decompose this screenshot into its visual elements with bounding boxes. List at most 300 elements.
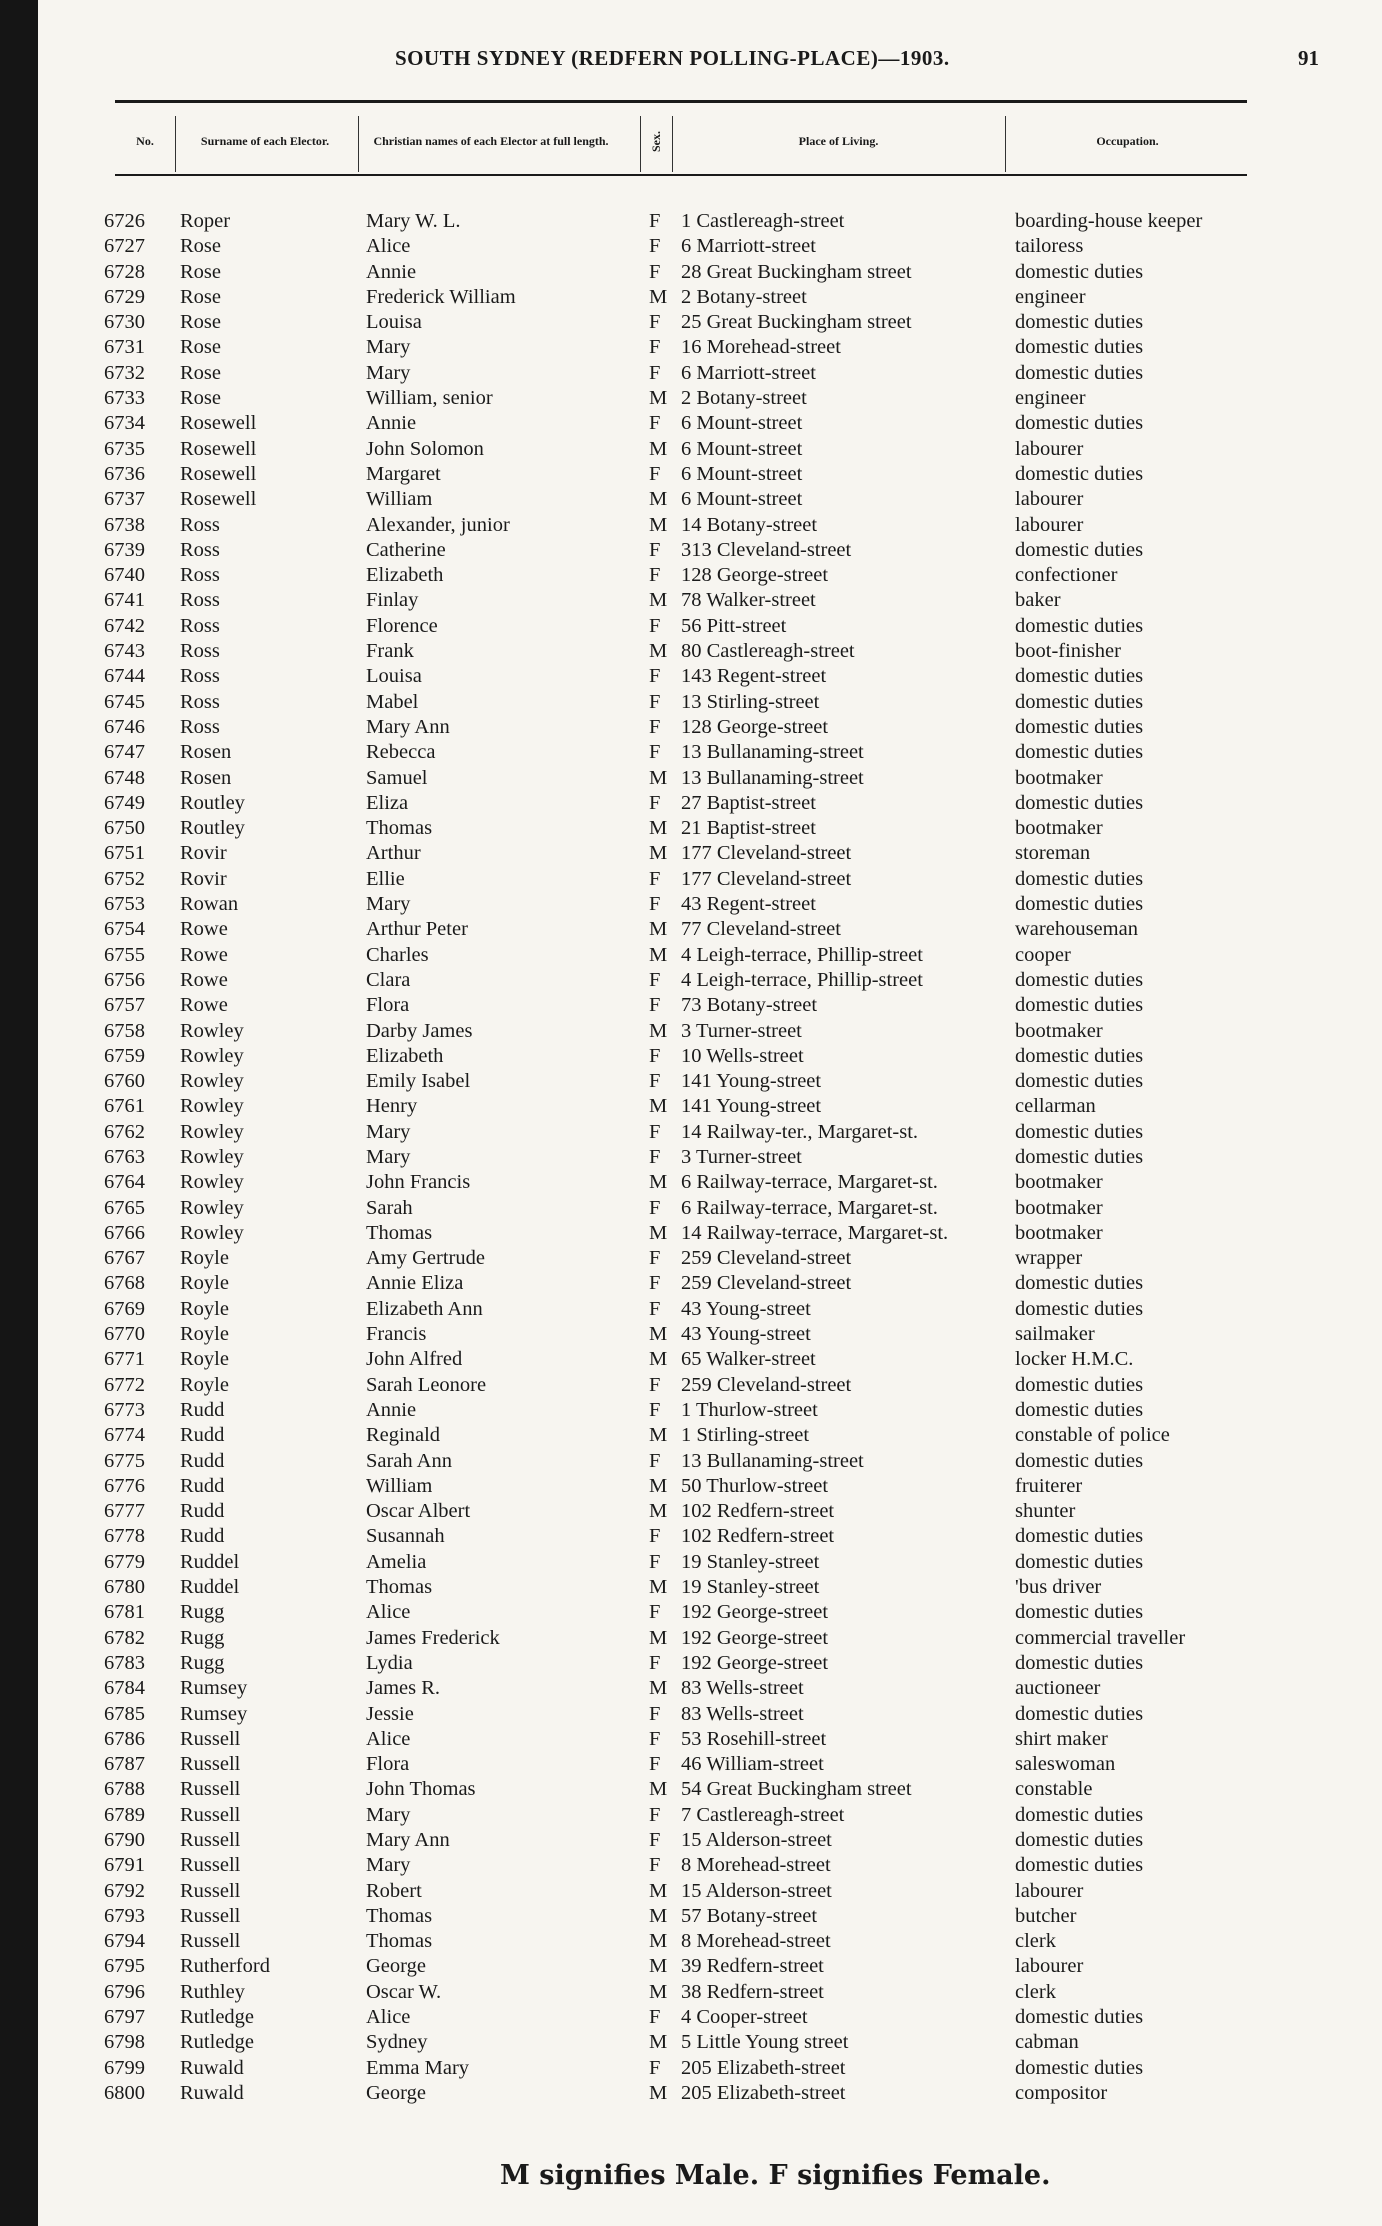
elector-number: 6753	[104, 893, 145, 916]
elector-christian-names: Flora	[366, 1753, 410, 1776]
elector-christian-names: Reginald	[366, 1424, 441, 1447]
elector-sex: F	[649, 1727, 661, 1750]
elector-place-of-living: 4 Leigh-terrace, Phillip-street	[681, 943, 923, 966]
elector-sex: M	[649, 1955, 668, 1978]
elector-place-of-living: 14 Botany-street	[681, 513, 818, 536]
elector-christian-names: Mary	[366, 1120, 411, 1143]
elector-surname: Russell	[180, 1829, 241, 1851]
elector-sex: M	[649, 1348, 668, 1371]
elector-place-of-living: 46 William-street	[681, 1753, 824, 1776]
elector-place-of-living: 192 George-street	[681, 1626, 829, 1649]
elector-row	[0, 1094, 1382, 1119]
elector-row	[0, 1120, 1382, 1145]
elector-place-of-living: 3 Turner-street	[681, 1145, 802, 1168]
elector-surname: Russell	[180, 1930, 241, 1953]
elector-sex: F	[649, 867, 661, 890]
elector-number: 6765	[104, 1196, 145, 1219]
elector-number: 6798	[104, 2031, 145, 2054]
elector-sex: F	[649, 1550, 661, 1573]
elector-occupation: domestic duties	[1015, 1070, 1144, 1093]
elector-christian-names: Thomas	[366, 1576, 433, 1599]
elector-christian-names: Mary Ann	[366, 715, 450, 738]
elector-row	[0, 1702, 1382, 1727]
elector-sex: F	[649, 1196, 661, 1219]
elector-row	[0, 1069, 1382, 1094]
elector-sex: F	[649, 893, 661, 916]
elector-number: 6736	[104, 462, 145, 485]
elector-place-of-living: 38 Redfern-street	[681, 1980, 824, 2003]
elector-surname: Royle	[180, 1272, 229, 1295]
elector-row	[0, 1474, 1382, 1499]
elector-number: 6728	[104, 260, 145, 283]
elector-occupation: domestic duties	[1015, 1272, 1144, 1295]
elector-place-of-living: 1 Stirling-street	[681, 1424, 810, 1447]
elector-christian-names: Emma Mary	[366, 2056, 470, 2079]
elector-christian-names: Emily Isabel	[366, 1070, 471, 1093]
elector-surname: Russell	[180, 1904, 241, 1927]
elector-row	[0, 1499, 1382, 1524]
elector-sex: F	[649, 1829, 661, 1851]
elector-place-of-living: 6 Marriott-street	[681, 361, 816, 384]
elector-row	[0, 1347, 1382, 1372]
elector-number: 6743	[104, 640, 145, 663]
elector-occupation: domestic duties	[1015, 1120, 1144, 1143]
elector-sex: M	[649, 1500, 668, 1523]
elector-surname: Ross	[180, 564, 220, 587]
elector-sex: M	[649, 918, 668, 941]
elector-place-of-living: 15 Alderson-street	[681, 1879, 832, 1902]
elector-sex: F	[649, 462, 661, 485]
elector-sex: F	[649, 1398, 661, 1421]
elector-number: 6795	[104, 1955, 145, 1978]
elector-christian-names: Arthur	[366, 842, 421, 865]
elector-number: 6727	[104, 235, 145, 258]
elector-occupation: cooper	[1015, 943, 1071, 966]
elector-row	[0, 1929, 1382, 1954]
elector-row	[0, 361, 1382, 386]
elector-surname: Ruthley	[180, 1980, 245, 2003]
elector-surname: Routley	[180, 817, 245, 840]
elector-number: 6746	[104, 715, 145, 738]
elector-christian-names: Lydia	[366, 1651, 413, 1674]
elector-surname: Ross	[180, 690, 220, 713]
elector-place-of-living: 4 Cooper-street	[681, 2006, 808, 2029]
elector-christian-names: William, senior	[366, 387, 493, 410]
elector-surname: Ruwald	[180, 2056, 244, 2079]
elector-surname: Ross	[180, 513, 220, 536]
elector-surname: Royle	[180, 1348, 229, 1371]
elector-place-of-living: 128 George-street	[681, 715, 829, 738]
elector-number: 6778	[104, 1525, 145, 1548]
elector-christian-names: John Thomas	[366, 1778, 476, 1801]
elector-sex: M	[649, 1019, 668, 1042]
elector-occupation: storeman	[1015, 842, 1091, 865]
elector-number: 6726	[104, 210, 145, 232]
elector-number: 6777	[104, 1500, 145, 1523]
elector-occupation: labourer	[1015, 488, 1084, 511]
elector-christian-names: William	[366, 1474, 433, 1497]
elector-row	[0, 462, 1382, 487]
elector-number: 6758	[104, 1019, 145, 1042]
elector-row	[0, 917, 1382, 942]
elector-number: 6731	[104, 336, 145, 359]
footer-legend: M signifies Male. F signifies Female.	[500, 2160, 1051, 2191]
elector-christian-names: Mabel	[366, 690, 419, 713]
elector-row	[0, 1019, 1382, 1044]
elector-surname: Rose	[180, 235, 221, 258]
elector-christian-names: Robert	[366, 1879, 422, 1902]
elector-occupation: bootmaker	[1015, 1196, 1103, 1219]
elector-christian-names: Alice	[366, 235, 411, 258]
elector-row	[0, 2081, 1382, 2106]
elector-row	[0, 1221, 1382, 1246]
elector-sex: F	[649, 994, 661, 1017]
elector-number: 6749	[104, 791, 145, 814]
elector-surname: Russell	[180, 1854, 241, 1877]
elector-christian-names: William	[366, 488, 433, 511]
elector-sex: M	[649, 2081, 668, 2104]
elector-number: 6787	[104, 1753, 145, 1776]
elector-sex: F	[649, 1297, 661, 1320]
elector-place-of-living: 205 Elizabeth-street	[681, 2081, 846, 2104]
elector-occupation: domestic duties	[1015, 867, 1144, 890]
elector-place-of-living: 13 Bullanaming-street	[681, 1449, 864, 1472]
elector-number: 6739	[104, 538, 145, 561]
elector-place-of-living: 205 Elizabeth-street	[681, 2056, 846, 2079]
elector-occupation: domestic duties	[1015, 2006, 1144, 2029]
elector-place-of-living: 6 Mount-street	[681, 412, 803, 435]
elector-surname: Rosen	[180, 741, 232, 764]
elector-row	[0, 740, 1382, 765]
elector-list	[0, 209, 1382, 2106]
elector-surname: Ruddel	[180, 1576, 240, 1599]
elector-occupation: domestic duties	[1015, 665, 1144, 688]
elector-number: 6800	[104, 2081, 145, 2104]
elector-number: 6793	[104, 1904, 145, 1927]
elector-sex: M	[649, 1095, 668, 1118]
elector-row	[0, 1044, 1382, 1069]
elector-sex: F	[649, 690, 661, 713]
elector-row	[0, 1651, 1382, 1676]
elector-sex: M	[649, 1778, 668, 1801]
elector-row	[0, 943, 1382, 968]
elector-christian-names: James R.	[366, 1677, 441, 1700]
elector-occupation: constable	[1015, 1778, 1093, 1801]
elector-sex: M	[649, 1171, 668, 1194]
elector-sex: F	[649, 1854, 661, 1877]
elector-place-of-living: 73 Botany-street	[681, 994, 818, 1017]
elector-occupation: domestic duties	[1015, 1651, 1144, 1674]
elector-surname: Rudd	[180, 1500, 225, 1523]
elector-occupation: domestic duties	[1015, 361, 1144, 384]
column-header-christian-names: Christian names of each Elector at full length.	[373, 133, 609, 148]
elector-occupation: wrapper	[1015, 1247, 1083, 1270]
elector-christian-names: Flora	[366, 994, 410, 1017]
elector-place-of-living: 6 Mount-street	[681, 488, 803, 511]
elector-occupation: domestic duties	[1015, 2056, 1144, 2079]
elector-surname: Rose	[180, 311, 221, 334]
elector-surname: Rudd	[180, 1525, 225, 1548]
elector-number: 6763	[104, 1145, 145, 1168]
elector-row	[0, 487, 1382, 512]
elector-christian-names: Charles	[366, 943, 429, 966]
elector-place-of-living: 53 Rosehill-street	[681, 1727, 827, 1750]
elector-number: 6774	[104, 1424, 145, 1447]
elector-number: 6773	[104, 1398, 145, 1421]
elector-christian-names: Mary	[366, 1854, 411, 1877]
elector-place-of-living: 6 Railway-terrace, Margaret-st.	[681, 1196, 938, 1219]
elector-sex: F	[649, 1272, 661, 1295]
elector-row	[0, 1423, 1382, 1448]
elector-christian-names: John Francis	[366, 1171, 471, 1194]
elector-occupation: auctioneer	[1015, 1677, 1101, 1700]
elector-place-of-living: 1 Castlereagh-street	[681, 210, 845, 232]
column-header-sex	[642, 110, 670, 172]
elector-surname: Russell	[180, 1727, 241, 1750]
elector-occupation: baker	[1015, 589, 1061, 612]
elector-sex: M	[649, 2031, 668, 2054]
elector-christian-names: Rebecca	[366, 741, 436, 764]
elector-place-of-living: 4 Leigh-terrace, Phillip-street	[681, 968, 923, 991]
elector-occupation: domestic duties	[1015, 614, 1144, 637]
elector-sex: F	[649, 538, 661, 561]
elector-sex: F	[649, 235, 661, 258]
elector-christian-names: Jessie	[366, 1702, 414, 1725]
elector-number: 6782	[104, 1626, 145, 1649]
elector-row	[0, 1145, 1382, 1170]
elector-christian-names: Thomas	[366, 1930, 433, 1953]
elector-number: 6733	[104, 387, 145, 410]
elector-surname: Rowley	[180, 1019, 244, 1042]
elector-place-of-living: 14 Railway-terrace, Margaret-st.	[681, 1221, 949, 1244]
elector-surname: Rowe	[180, 918, 228, 941]
elector-number: 6767	[104, 1247, 145, 1270]
elector-place-of-living: 1 Thurlow-street	[681, 1398, 818, 1421]
elector-christian-names: Ellie	[366, 867, 405, 890]
elector-sex: M	[649, 513, 668, 536]
elector-surname: Rowley	[180, 1070, 244, 1093]
elector-occupation: engineer	[1015, 387, 1086, 410]
elector-surname: Rudd	[180, 1424, 225, 1447]
elector-occupation: domestic duties	[1015, 538, 1144, 561]
elector-place-of-living: 3 Turner-street	[681, 1019, 802, 1042]
elector-christian-names: Thomas	[366, 1221, 433, 1244]
elector-occupation: domestic duties	[1015, 1373, 1144, 1396]
elector-row	[0, 513, 1382, 538]
elector-christian-names: James Frederick	[366, 1626, 500, 1649]
elector-occupation: domestic duties	[1015, 994, 1144, 1017]
elector-christian-names: Amy Gertrude	[366, 1247, 485, 1270]
elector-occupation: fruiterer	[1015, 1474, 1083, 1497]
elector-christian-names: Florence	[366, 614, 438, 637]
elector-sex: F	[649, 260, 661, 283]
elector-number: 6757	[104, 994, 145, 1017]
elector-sex: M	[649, 1879, 668, 1902]
elector-row	[0, 1246, 1382, 1271]
elector-row	[0, 1449, 1382, 1474]
elector-christian-names: George	[366, 1955, 426, 1978]
elector-occupation: domestic duties	[1015, 1297, 1144, 1320]
elector-surname: Russell	[180, 1803, 241, 1826]
elector-number: 6785	[104, 1702, 145, 1725]
elector-place-of-living: 141 Young-street	[681, 1095, 822, 1118]
elector-number: 6760	[104, 1070, 145, 1093]
elector-number: 6788	[104, 1778, 145, 1801]
elector-number: 6796	[104, 1980, 145, 2003]
elector-surname: Rowley	[180, 1171, 244, 1194]
page-title: SOUTH SYDNEY (REDFERN POLLING-PLACE)—1903.	[395, 46, 950, 70]
elector-row	[0, 310, 1382, 335]
elector-number: 6752	[104, 867, 145, 890]
elector-occupation: locker H.M.C.	[1015, 1348, 1134, 1371]
column-header-surname: Surname of each Elector.	[200, 133, 330, 148]
elector-christian-names: Darby James	[366, 1019, 473, 1042]
elector-christian-names: Mary	[366, 336, 411, 359]
elector-surname: Rose	[180, 387, 221, 410]
elector-sex: F	[649, 1044, 661, 1067]
elector-row	[0, 1575, 1382, 1600]
elector-christian-names: Mary	[366, 361, 411, 384]
elector-occupation: constable of police	[1015, 1424, 1170, 1447]
elector-row	[0, 715, 1382, 740]
elector-surname: Ross	[180, 538, 220, 561]
elector-christian-names: Amelia	[366, 1550, 427, 1573]
elector-christian-names: Oscar Albert	[366, 1500, 471, 1523]
elector-christian-names: John Alfred	[366, 1348, 463, 1371]
elector-surname: Rowley	[180, 1196, 244, 1219]
elector-number: 6768	[104, 1272, 145, 1295]
elector-christian-names: Frederick William	[366, 285, 516, 308]
elector-number: 6791	[104, 1854, 145, 1877]
elector-christian-names: Annie	[366, 412, 417, 435]
elector-row	[0, 867, 1382, 892]
elector-row	[0, 260, 1382, 285]
elector-row	[0, 1676, 1382, 1701]
elector-surname: Rutledge	[180, 2006, 255, 2029]
elector-christian-names: Clara	[366, 968, 411, 991]
elector-surname: Ruwald	[180, 2081, 244, 2104]
elector-row	[0, 968, 1382, 993]
elector-place-of-living: 25 Great Buckingham street	[681, 311, 912, 334]
elector-occupation: shirt maker	[1015, 1727, 1108, 1750]
elector-number: 6771	[104, 1348, 145, 1371]
elector-place-of-living: 5 Little Young street	[681, 2031, 849, 2054]
elector-surname: Rosewell	[180, 412, 257, 435]
elector-sex: F	[649, 1449, 661, 1472]
elector-surname: Rumsey	[180, 1702, 248, 1725]
elector-number: 6759	[104, 1044, 145, 1067]
elector-christian-names: Annie	[366, 260, 417, 283]
elector-christian-names: Alice	[366, 1601, 411, 1624]
elector-sex: M	[649, 817, 668, 840]
elector-number: 6769	[104, 1297, 145, 1320]
elector-christian-names: Sarah Ann	[366, 1449, 452, 1472]
elector-sex: F	[649, 2006, 661, 2029]
elector-occupation: domestic duties	[1015, 791, 1144, 814]
elector-christian-names: Elizabeth Ann	[366, 1297, 483, 1320]
elector-place-of-living: 65 Walker-street	[681, 1348, 816, 1371]
elector-sex: M	[649, 1677, 668, 1700]
elector-surname: Roper	[180, 210, 231, 232]
elector-sex: M	[649, 589, 668, 612]
elector-christian-names: Eliza	[366, 791, 409, 814]
elector-surname: Ross	[180, 715, 220, 738]
elector-surname: Rose	[180, 336, 221, 359]
elector-sex: F	[649, 210, 661, 232]
elector-place-of-living: 177 Cleveland-street	[681, 867, 852, 890]
elector-christian-names: Mary Ann	[366, 1829, 450, 1851]
elector-number: 6772	[104, 1373, 145, 1396]
elector-place-of-living: 19 Stanley-street	[681, 1550, 820, 1573]
elector-place-of-living: 43 Young-street	[681, 1297, 811, 1320]
elector-surname: Ross	[180, 665, 220, 688]
elector-surname: Rowley	[180, 1120, 244, 1143]
elector-row	[0, 411, 1382, 436]
elector-sex: M	[649, 1474, 668, 1497]
elector-sex: F	[649, 564, 661, 587]
elector-row	[0, 1904, 1382, 1929]
elector-christian-names: Oscar W.	[366, 1980, 442, 2003]
elector-number: 6750	[104, 817, 145, 840]
elector-number: 6790	[104, 1829, 145, 1851]
elector-number: 6792	[104, 1879, 145, 1902]
elector-place-of-living: 83 Wells-street	[681, 1677, 804, 1700]
elector-place-of-living: 57 Botany-street	[681, 1904, 818, 1927]
elector-sex: F	[649, 1373, 661, 1396]
elector-surname: Rudd	[180, 1398, 225, 1421]
elector-row	[0, 437, 1382, 462]
elector-sex: M	[649, 387, 668, 410]
elector-christian-names: Sarah	[366, 1196, 413, 1219]
elector-sex: M	[649, 488, 668, 511]
elector-occupation: domestic duties	[1015, 968, 1144, 991]
elector-sex: F	[649, 741, 661, 764]
elector-surname: Rose	[180, 361, 221, 384]
elector-surname: Ross	[180, 614, 220, 637]
elector-row	[0, 1524, 1382, 1549]
column-divider	[1005, 116, 1006, 172]
elector-place-of-living: 77 Cleveland-street	[681, 918, 841, 941]
header-rule-bottom	[115, 174, 1247, 176]
elector-christian-names: Mary W. L.	[366, 210, 461, 232]
elector-number: 6729	[104, 285, 145, 308]
elector-place-of-living: 13 Bullanaming-street	[681, 741, 864, 764]
elector-row	[0, 1803, 1382, 1828]
elector-sex: F	[649, 1601, 661, 1624]
elector-row	[0, 690, 1382, 715]
elector-christian-names: Margaret	[366, 462, 441, 485]
elector-row	[0, 664, 1382, 689]
elector-christian-names: John Solomon	[366, 437, 484, 460]
elector-place-of-living: 102 Redfern-street	[681, 1500, 835, 1523]
elector-christian-names: Francis	[366, 1323, 427, 1346]
elector-row	[0, 791, 1382, 816]
elector-surname: Rosen	[180, 766, 232, 789]
elector-row	[0, 1954, 1382, 1979]
elector-number: 6747	[104, 741, 145, 764]
elector-sex: F	[649, 1702, 661, 1725]
elector-row	[0, 993, 1382, 1018]
elector-christian-names: Elizabeth	[366, 564, 444, 587]
elector-row	[0, 1777, 1382, 1802]
elector-place-of-living: 102 Redfern-street	[681, 1525, 835, 1548]
elector-place-of-living: 56 Pitt-street	[681, 614, 787, 637]
elector-row	[0, 1600, 1382, 1625]
elector-surname: Routley	[180, 791, 245, 814]
elector-sex: M	[649, 1980, 668, 2003]
elector-row	[0, 1398, 1382, 1423]
elector-sex: M	[649, 766, 668, 789]
